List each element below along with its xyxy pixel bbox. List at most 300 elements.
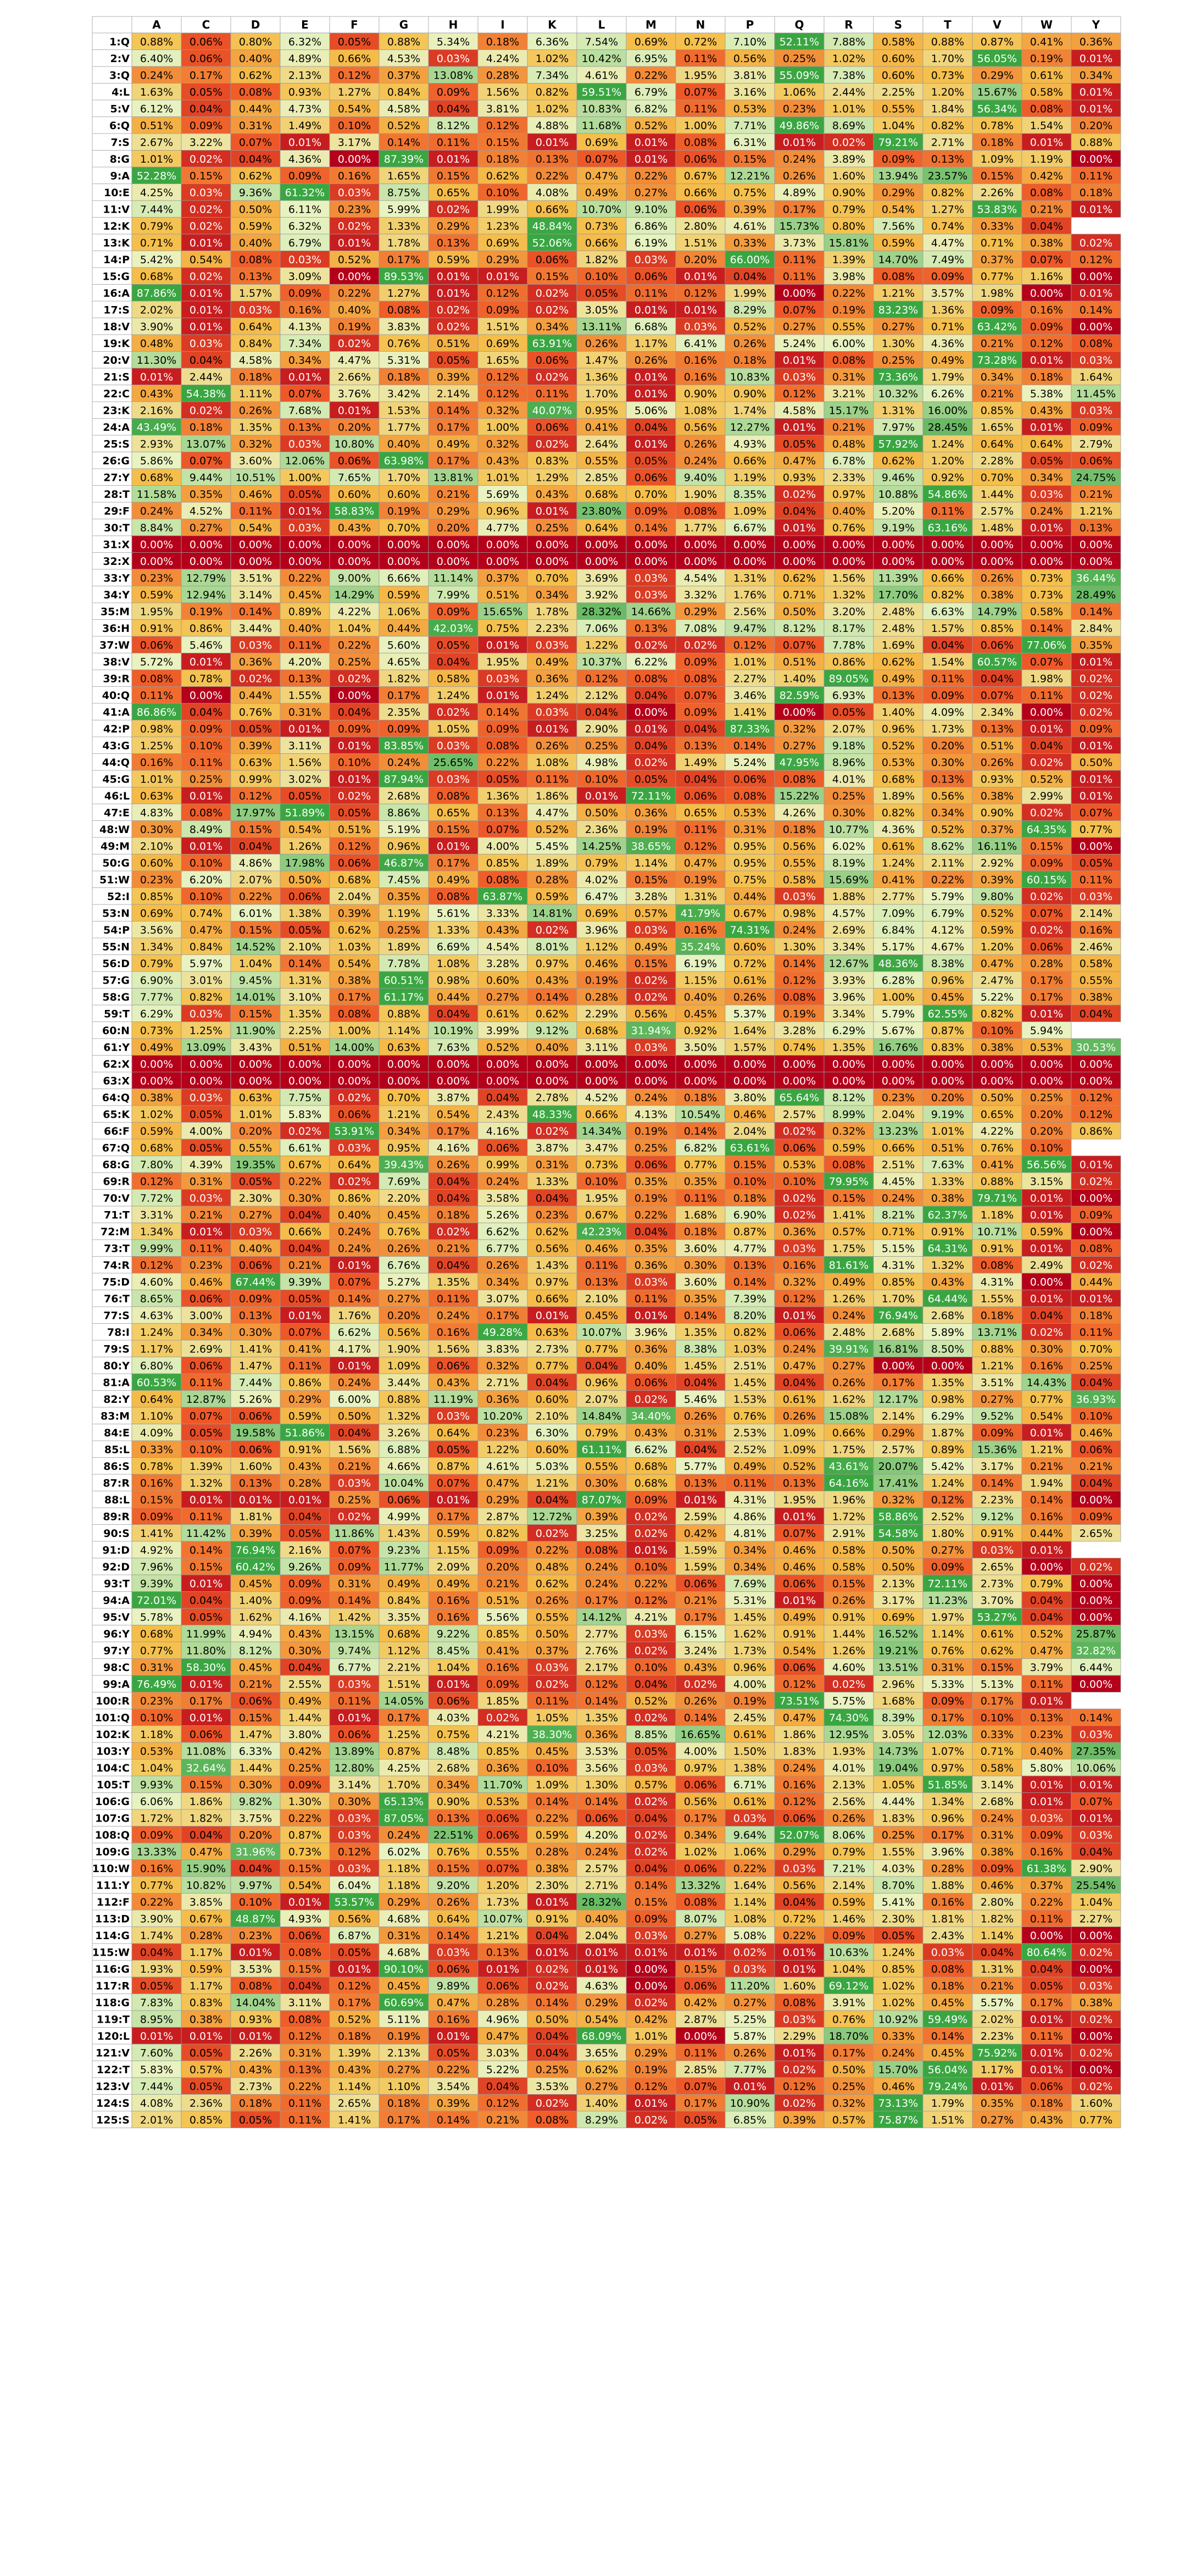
cell-value: 0.08%: [140, 673, 173, 685]
cell-value: 2.14%: [1079, 907, 1112, 919]
cell-value: 0.14%: [585, 1796, 618, 1808]
cell-value: 0.22%: [536, 1812, 569, 1824]
cell-value: 0.68%: [387, 1628, 420, 1640]
cell-value: 0.03%: [536, 706, 569, 718]
cell-value: 0.91%: [288, 1444, 321, 1456]
cell-value: 0.04%: [1030, 1611, 1063, 1623]
cell-value: 89.05%: [829, 673, 869, 685]
cell-value: 0.00%: [1079, 556, 1112, 568]
cell-value: 0.01%: [783, 1946, 816, 1958]
cell-value: 0.09%: [635, 1913, 667, 1925]
cell-value: 0.19%: [684, 874, 717, 886]
cell-value: 5.13%: [981, 1678, 1014, 1690]
cell-value: 0.13%: [783, 1477, 816, 1489]
cell-value: 3.83%: [387, 321, 420, 333]
cell-value: 4.09%: [931, 706, 964, 718]
cell-value: 0.03%: [486, 673, 519, 685]
cell-value: 0.09%: [239, 1293, 272, 1305]
cell-value: 15.67%: [977, 86, 1017, 98]
cell-value: 0.58%: [981, 1762, 1014, 1774]
cell-value: 0.04%: [635, 1812, 667, 1824]
cell-value: 0.68%: [140, 471, 173, 484]
cell-value: 0.84%: [387, 1595, 420, 1607]
cell-value: 0.02%: [783, 1192, 816, 1204]
cell-value: 1.88%: [832, 891, 865, 903]
cell-value: 1.75%: [832, 1444, 865, 1456]
cell-value: 0.00%: [1030, 538, 1063, 551]
cell-value: 0.13%: [1079, 522, 1112, 534]
cell-value: 1.39%: [832, 254, 865, 266]
cell-value: 0.12%: [486, 388, 519, 400]
cell-value: 1.32%: [931, 1259, 964, 1272]
cell-value: 4.00%: [190, 1125, 222, 1137]
cell-value: 0.08%: [387, 304, 420, 316]
cell-value: 0.76%: [239, 706, 272, 718]
cell-value: 0.49%: [140, 1041, 173, 1053]
cell-value: 0.39%: [338, 907, 371, 919]
cell-value: 9.80%: [981, 891, 1014, 903]
row-label: 107:G: [95, 1812, 130, 1824]
row-label: 56:D: [102, 958, 130, 970]
cell-value: 74.31%: [730, 924, 770, 936]
cell-value: 12.17%: [878, 1394, 918, 1406]
cell-value: 1.88%: [931, 1879, 964, 1891]
column-header-I: I: [500, 18, 504, 31]
cell-value: 1.54%: [931, 656, 964, 668]
cell-value: 9.19%: [931, 1108, 964, 1120]
cell-value: 0.00%: [585, 1075, 618, 1087]
cell-value: 3.83%: [486, 1343, 519, 1355]
cell-value: 15.90%: [186, 1863, 226, 1875]
row-label: 5:V: [110, 103, 130, 115]
cell-value: 3.14%: [981, 1779, 1014, 1791]
cell-value: 31.96%: [236, 1846, 275, 1858]
cell-value: 0.01%: [783, 136, 816, 148]
cell-value: 7.71%: [733, 120, 766, 132]
row-label: 32:X: [103, 556, 130, 568]
cell-value: 1.85%: [486, 1695, 519, 1707]
cell-value: 1.73%: [733, 1645, 766, 1657]
cell-value: 62.55%: [928, 1008, 967, 1020]
cell-value: 4.36%: [288, 153, 321, 165]
cell-value: 0.09%: [437, 86, 470, 98]
cell-value: 1.78%: [536, 606, 569, 618]
cell-value: 0.01%: [486, 270, 519, 282]
row-label: 119:T: [97, 2013, 130, 2025]
cell-value: 6.76%: [387, 1259, 420, 1272]
cell-value: 8.86%: [387, 807, 420, 819]
row-label: 33:Y: [103, 572, 130, 584]
cell-value: 0.01%: [338, 1360, 371, 1372]
cell-value: 5.26%: [486, 1209, 519, 1221]
cell-value: 1.82%: [585, 254, 618, 266]
cell-value: 0.03%: [635, 1276, 667, 1288]
cell-value: 0.44%: [239, 103, 272, 115]
cell-value: 0.00%: [783, 1058, 816, 1070]
cell-value: 0.96%: [931, 974, 964, 986]
cell-value: 1.55%: [288, 690, 321, 702]
cell-value: 0.88%: [140, 36, 173, 48]
cell-value: 0.09%: [486, 1544, 519, 1556]
cell-value: 0.19%: [585, 974, 618, 986]
cell-value: 0.05%: [288, 1293, 321, 1305]
cell-value: 0.61%: [733, 974, 766, 986]
column-header-M: M: [645, 18, 656, 31]
cell-value: 0.00%: [437, 556, 470, 568]
cell-value: 0.03%: [338, 1812, 371, 1824]
cell-value: 0.47%: [190, 924, 222, 936]
cell-value: 1.27%: [387, 287, 420, 299]
cell-value: 0.36%: [783, 1226, 816, 1238]
cell-value: 11.99%: [186, 1628, 226, 1640]
cell-value: 0.03%: [190, 337, 222, 349]
cell-value: 3.51%: [981, 1376, 1014, 1389]
cell-value: 1.25%: [190, 1025, 222, 1037]
cell-value: 0.00%: [882, 1075, 915, 1087]
cell-value: 0.00%: [140, 556, 173, 568]
cell-value: 0.53%: [882, 757, 915, 769]
cell-value: 0.01%: [1030, 1779, 1063, 1791]
cell-value: 0.01%: [140, 371, 173, 383]
cell-value: 2.45%: [733, 1712, 766, 1724]
cell-value: 6.32%: [288, 220, 321, 232]
cell-value: 12.03%: [928, 1729, 967, 1741]
cell-value: 1.21%: [981, 1360, 1014, 1372]
cell-value: 0.04%: [1079, 1008, 1112, 1020]
cell-value: 2.87%: [486, 1511, 519, 1523]
cell-value: 0.17%: [684, 1611, 717, 1623]
cell-value: 6.29%: [931, 1410, 964, 1422]
cell-value: 0.53%: [783, 1159, 816, 1171]
cell-value: 9.82%: [239, 1796, 272, 1808]
cell-value: 13.81%: [433, 471, 473, 484]
cell-value: 0.12%: [585, 1678, 618, 1690]
cell-value: 0.40%: [635, 1360, 667, 1372]
column-header-E: E: [301, 18, 309, 31]
cell-value: 3.16%: [733, 86, 766, 98]
cell-value: 0.06%: [338, 1729, 371, 1741]
row-label: 85:L: [104, 1444, 130, 1456]
cell-value: 0.48%: [832, 438, 865, 450]
cell-value: 0.04%: [239, 840, 272, 852]
cell-value: 0.29%: [288, 1394, 321, 1406]
cell-value: 0.34%: [536, 589, 569, 601]
cell-value: 0.70%: [635, 488, 667, 501]
cell-value: 0.71%: [140, 237, 173, 249]
cell-value: 1.20%: [486, 1879, 519, 1891]
cell-value: 0.55%: [783, 857, 816, 869]
cell-value: 0.88%: [981, 1175, 1014, 1187]
cell-value: 0.98%: [783, 907, 816, 919]
cell-value: 6.26%: [931, 388, 964, 400]
cell-value: 0.50%: [585, 807, 618, 819]
cell-value: 0.05%: [1030, 1980, 1063, 1992]
cell-value: 0.29%: [486, 254, 519, 266]
cell-value: 1.40%: [882, 706, 915, 718]
cell-value: 6.69%: [437, 941, 470, 953]
cell-value: 2.35%: [387, 706, 420, 718]
cell-value: 0.53%: [486, 1796, 519, 1808]
cell-value: 0.96%: [486, 505, 519, 517]
row-label: 17:S: [103, 304, 130, 316]
cell-value: 0.01%: [1079, 790, 1112, 802]
column-header-P: P: [746, 18, 754, 31]
cell-value: 0.14%: [536, 1997, 569, 2009]
cell-value: 0.02%: [437, 304, 470, 316]
cell-value: 7.99%: [437, 589, 470, 601]
cell-value: 9.39%: [140, 1578, 173, 1590]
cell-value: 0.02%: [338, 1092, 371, 1104]
cell-value: 0.06%: [140, 639, 173, 651]
cell-value: 0.07%: [684, 86, 717, 98]
cell-value: 0.00%: [585, 538, 618, 551]
row-label: 2:V: [110, 53, 130, 65]
cell-value: 0.20%: [486, 1561, 519, 1573]
cell-value: 0.01%: [1079, 203, 1112, 215]
cell-value: 0.06%: [585, 1812, 618, 1824]
cell-value: 1.94%: [1030, 1477, 1063, 1489]
cell-value: 0.40%: [239, 1242, 272, 1254]
cell-value: 0.08%: [684, 673, 717, 685]
cell-value: 5.83%: [288, 1108, 321, 1120]
cell-value: 5.75%: [832, 1695, 865, 1707]
cell-value: 0.16%: [931, 1896, 964, 1908]
cell-value: 0.06%: [239, 1444, 272, 1456]
cell-value: 0.01%: [437, 1678, 470, 1690]
cell-value: 5.80%: [1030, 1762, 1063, 1774]
cell-value: 0.07%: [981, 690, 1014, 702]
cell-value: 0.07%: [1030, 656, 1063, 668]
cell-value: 9.47%: [733, 623, 766, 635]
cell-value: 0.60%: [140, 857, 173, 869]
cell-value: 5.27%: [387, 1276, 420, 1288]
cell-value: 0.30%: [239, 1779, 272, 1791]
cell-value: 0.59%: [140, 589, 173, 601]
cell-value: 0.18%: [684, 1226, 717, 1238]
cell-value: 14.43%: [1027, 1376, 1066, 1389]
cell-value: 0.17%: [981, 1695, 1014, 1707]
cell-value: 62.37%: [928, 1209, 967, 1221]
cell-value: 6.77%: [338, 1662, 371, 1674]
cell-value: 0.25%: [536, 522, 569, 534]
row-label: 58:G: [102, 991, 130, 1003]
cell-value: 1.24%: [140, 1326, 173, 1339]
cell-value: 0.25%: [338, 1494, 371, 1506]
cell-value: 0.04%: [338, 1427, 371, 1439]
cell-value: 0.07%: [437, 1477, 470, 1489]
cell-value: 0.01%: [783, 1595, 816, 1607]
cell-value: 1.95%: [585, 1192, 618, 1204]
cell-value: 1.14%: [635, 857, 667, 869]
cell-value: 9.39%: [288, 1276, 321, 1288]
cell-value: 0.22%: [486, 757, 519, 769]
cell-value: 0.11%: [536, 773, 569, 785]
cell-value: 0.38%: [338, 974, 371, 986]
cell-value: 0.40%: [832, 505, 865, 517]
cell-value: 58.30%: [186, 1662, 226, 1674]
cell-value: 0.85%: [882, 1963, 915, 1975]
cell-value: 0.00%: [1079, 321, 1112, 333]
cell-value: 3.80%: [288, 1729, 321, 1741]
cell-value: 0.43%: [486, 924, 519, 936]
cell-value: 0.01%: [437, 270, 470, 282]
cell-value: 0.13%: [684, 1477, 717, 1489]
cell-value: 0.05%: [140, 1980, 173, 1992]
cell-value: 0.06%: [536, 421, 569, 434]
cell-value: 4.86%: [733, 1511, 766, 1523]
cell-value: 0.73%: [288, 1846, 321, 1858]
cell-value: 1.04%: [1079, 1896, 1112, 1908]
cell-value: 1.54%: [1030, 120, 1063, 132]
cell-value: 0.01%: [1030, 421, 1063, 434]
cell-value: 0.00%: [882, 1360, 915, 1372]
cell-value: 0.12%: [783, 1678, 816, 1690]
cell-value: 0.15%: [288, 1863, 321, 1875]
cell-value: 10.83%: [582, 103, 621, 115]
cell-value: 0.13%: [733, 1259, 766, 1272]
cell-value: 0.66%: [536, 1293, 569, 1305]
cell-value: 0.10%: [585, 270, 618, 282]
row-label: 64:Q: [102, 1092, 130, 1104]
cell-value: 0.14%: [338, 1293, 371, 1305]
cell-value: 0.02%: [338, 1175, 371, 1187]
cell-value: 7.78%: [387, 958, 420, 970]
cell-value: 1.44%: [981, 488, 1014, 501]
cell-value: 0.06%: [684, 1779, 717, 1791]
cell-value: 0.10%: [733, 1175, 766, 1187]
cell-value: 0.29%: [437, 505, 470, 517]
cell-value: 4.99%: [387, 1511, 420, 1523]
cell-value: 0.13%: [981, 723, 1014, 735]
cell-value: 0.56%: [536, 1242, 569, 1254]
cell-value: 0.16%: [338, 170, 371, 182]
cell-value: 0.17%: [783, 203, 816, 215]
cell-value: 0.09%: [1079, 421, 1112, 434]
cell-value: 0.05%: [239, 723, 272, 735]
cell-value: 0.22%: [783, 1930, 816, 1942]
cell-value: 0.16%: [783, 1259, 816, 1272]
cell-value: 0.68%: [338, 874, 371, 886]
cell-value: 1.17%: [190, 1946, 222, 1958]
cell-value: 0.00%: [1030, 1276, 1063, 1288]
cell-value: 0.77%: [1079, 824, 1112, 836]
cell-value: 0.51%: [486, 1595, 519, 1607]
cell-value: 0.11%: [931, 673, 964, 685]
cell-value: 0.04%: [239, 153, 272, 165]
cell-value: 0.05%: [585, 287, 618, 299]
cell-value: 0.13%: [437, 1812, 470, 1824]
column-header-S: S: [894, 18, 902, 31]
cell-value: 0.14%: [635, 1879, 667, 1891]
cell-value: 0.47%: [437, 1997, 470, 2009]
cell-value: 0.01%: [684, 1946, 717, 1958]
row-label: 20:V: [103, 354, 130, 367]
cell-value: 0.04%: [635, 421, 667, 434]
cell-value: 4.03%: [882, 1863, 915, 1875]
cell-value: 1.35%: [931, 1376, 964, 1389]
cell-value: 2.23%: [536, 623, 569, 635]
cell-value: 0.09%: [437, 606, 470, 618]
cell-value: 2.80%: [684, 220, 717, 232]
cell-value: 0.16%: [684, 354, 717, 367]
cell-value: 15.22%: [780, 790, 819, 802]
cell-value: 0.08%: [684, 1896, 717, 1908]
cell-value: 2.13%: [288, 69, 321, 81]
cell-value: 0.04%: [437, 103, 470, 115]
row-label: 91:D: [102, 1544, 130, 1556]
row-label: 83:M: [101, 1410, 130, 1422]
row-label: 7:S: [110, 136, 130, 148]
cell-value: 9.36%: [239, 187, 272, 199]
cell-value: 0.63%: [387, 1041, 420, 1053]
cell-value: 0.62%: [239, 170, 272, 182]
cell-value: 0.60%: [387, 488, 420, 501]
cell-value: 11.14%: [433, 572, 473, 584]
cell-value: 0.08%: [288, 1946, 321, 1958]
cell-value: 1.60%: [783, 1980, 816, 1992]
cell-value: 2.80%: [981, 1896, 1014, 1908]
cell-value: 3.69%: [585, 572, 618, 584]
column-header-R: R: [844, 18, 853, 31]
cell-value: 0.05%: [635, 1745, 667, 1757]
cell-value: 0.78%: [190, 673, 222, 685]
cell-value: 7.10%: [733, 36, 766, 48]
cell-value: 0.01%: [1079, 287, 1112, 299]
cell-value: 87.39%: [384, 153, 424, 165]
cell-value: 0.16%: [140, 1477, 173, 1489]
cell-value: 1.64%: [733, 1025, 766, 1037]
cell-value: 1.31%: [684, 891, 717, 903]
cell-value: 0.04%: [190, 354, 222, 367]
cell-value: 0.49%: [437, 1578, 470, 1590]
cell-value: 1.87%: [931, 1427, 964, 1439]
row-label: 41:A: [103, 706, 130, 718]
cell-value: 3.34%: [832, 941, 865, 953]
cell-value: 0.00%: [288, 556, 321, 568]
cell-value: 0.01%: [190, 790, 222, 802]
cell-value: 0.58%: [1079, 958, 1112, 970]
cell-value: 0.90%: [832, 187, 865, 199]
cell-value: 0.26%: [536, 1595, 569, 1607]
cell-value: 7.75%: [288, 1092, 321, 1104]
cell-value: 0.17%: [437, 857, 470, 869]
cell-value: 0.26%: [437, 1159, 470, 1171]
cell-value: 0.00%: [190, 690, 222, 702]
cell-value: 0.27%: [783, 321, 816, 333]
cell-value: 0.61%: [981, 1628, 1014, 1640]
cell-value: 0.33%: [981, 220, 1014, 232]
cell-value: 0.46%: [585, 958, 618, 970]
cell-value: 0.03%: [437, 740, 470, 752]
cell-value: 0.74%: [783, 1041, 816, 1053]
cell-value: 0.08%: [783, 773, 816, 785]
cell-value: 1.93%: [832, 1745, 865, 1757]
cell-value: 0.93%: [981, 773, 1014, 785]
cell-value: 0.55%: [536, 1611, 569, 1623]
cell-value: 0.00%: [635, 1075, 667, 1087]
cell-value: 1.20%: [931, 455, 964, 467]
cell-value: 0.67%: [733, 907, 766, 919]
cell-value: 58.83%: [335, 505, 374, 517]
cell-value: 52.07%: [780, 1829, 819, 1841]
cell-value: 13.08%: [433, 69, 473, 81]
row-label: 65:K: [103, 1108, 130, 1120]
cell-value: 0.11%: [190, 1242, 222, 1254]
cell-value: 0.18%: [437, 1209, 470, 1221]
cell-value: 63.91%: [532, 337, 572, 349]
cell-value: 3.51%: [239, 572, 272, 584]
cell-value: 9.97%: [239, 1879, 272, 1891]
